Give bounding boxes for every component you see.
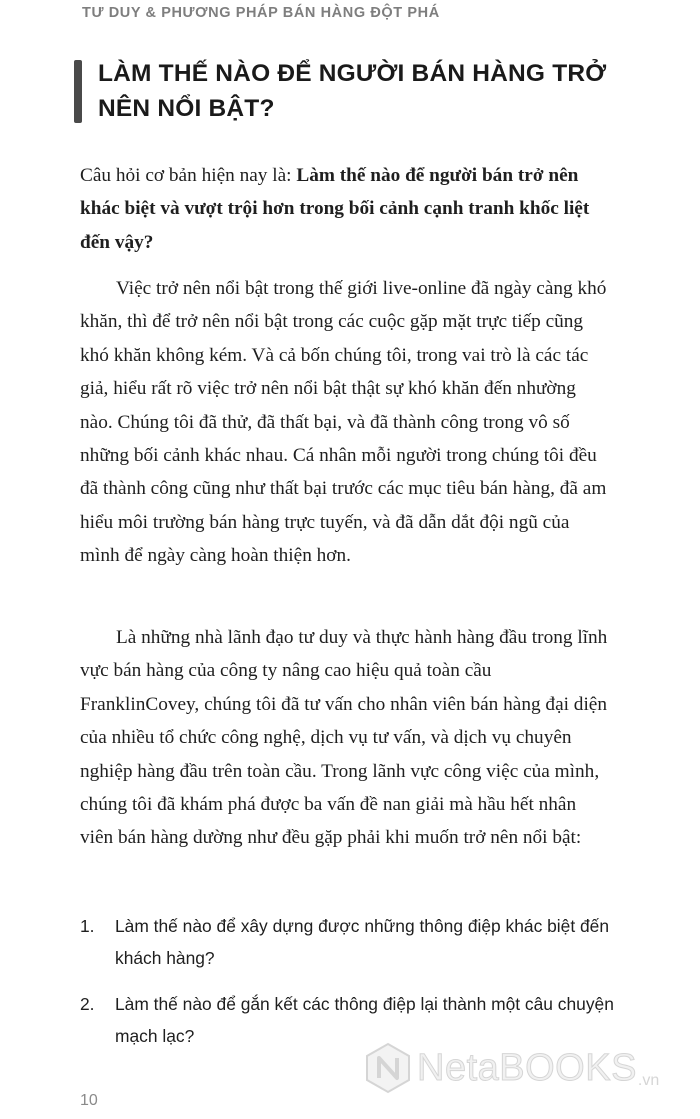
list-item-text: Làm thế nào để xây dựng được những thông điệp khác biệt đến khách hàng? xyxy=(115,916,609,968)
intro-paragraph xyxy=(80,159,612,259)
publisher-watermark xyxy=(365,1042,659,1094)
list-item-text: Làm thế nào để gắn kết các thông điệp lại thành một câu chuyện mạch lạc? xyxy=(115,994,614,1046)
chapter-title: LÀM THẾ NÀO ĐỂ NGƯỜI BÁN HÀNG TRỞ NÊN NỔI BẬT? xyxy=(98,60,607,122)
chapter-title-accent-bar xyxy=(74,60,82,123)
list-item-number: 1. xyxy=(80,916,95,936)
list-item xyxy=(80,910,620,974)
body-paragraph-2: Là những nhà lãnh đạo tư duy và thực hành hàng đầu trong lĩnh vực bán hàng của công ty nâng cao hiệu quả toàn cầu FranklinCovey, chúng tôi đã tư vấn cho nhân viên bán hàng đại diện của nhiều tổ chức công nghệ, dịch vụ tư vấn, và dịch vụ chuyên nghiệp hàng đầu trên toàn cầu. Trong lãnh vực công việc của mình, chúng tôi đã khám phá được ba vấn đề nan giải mà hầu hết nhân viên bán hàng dường như đều gặp phải khi muốn trở nên nổi bật: xyxy=(80,627,608,849)
intro-question: Làm thế nào để người bán trở nên khác biệt và vượt trội hơn trong bối cảnh cạnh tranh khốc liệt đến vậy? xyxy=(80,165,590,253)
watermark-brand: NetaBOOKS xyxy=(417,1047,637,1089)
body-paragraph-1: Việc trở nên nổi bật trong thế giới live-online đã ngày càng khó khăn, thì để trở nên nổi bật trong các cuộc gặp mặt trực tiếp cũng khó khăn không kém. Và cả bốn chúng tôi, trong vai trò là các tác giả, hiểu rất rõ việc trở nên nổi bật thật sự khó khăn đến nhường nào. Chúng tôi đã thử, đã thất bại, và đã thành công trong vô số những bối cảnh khác nhau. Cá nhân mỗi người trong chúng tôi đều đã thành công cũng như thất bại trước các mục tiêu bán hàng, đã am hiểu môi trường bán hàng trực tuyến, và đã dẫn dắt đội ngũ của mình để ngày càng hoàn thiện hơn. xyxy=(80,278,607,567)
list-item-number: 2. xyxy=(80,994,95,1014)
intro-lead: Câu hỏi cơ bản hiện nay là: xyxy=(80,165,297,186)
hexagon-logo-icon xyxy=(365,1042,411,1094)
watermark-suffix: .vn xyxy=(637,1072,660,1089)
page-number: 10 xyxy=(80,1092,98,1109)
running-header: TƯ DUY & PHƯƠNG PHÁP BÁN HÀNG ĐỘT PHÁ xyxy=(82,5,440,21)
